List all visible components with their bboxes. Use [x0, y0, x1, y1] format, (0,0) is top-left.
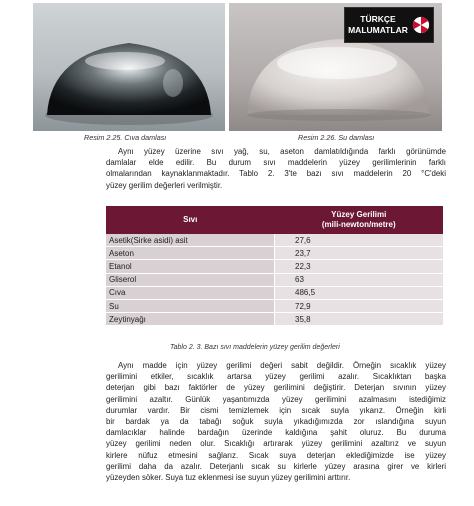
photo-strip [33, 3, 442, 131]
cell-liquid: Cıva [106, 286, 275, 299]
header-surface-tension-unit: (mili-newton/metre) [321, 220, 396, 229]
caption-water: Resim 2.26. Su damlası [298, 133, 375, 142]
table-row [106, 286, 443, 299]
table-row [106, 313, 443, 326]
cell-liquid: Aseton [106, 247, 275, 260]
intro-paragraph [106, 146, 446, 191]
body-paragraph [106, 360, 446, 483]
intro-line: Aynı yüzey üzerine sıvı yağ, su, aseton damlatıldığında farklı görünümde [118, 147, 446, 156]
cell-value: 486,5 [275, 286, 444, 299]
cell-liquid: Etanol [106, 260, 275, 273]
intro-line: damlalar elde edilir. Bu durum sıvı maddelerin yüzey gerilimlerinin farklı [106, 158, 446, 168]
cell-value: 72,9 [275, 299, 444, 312]
cell-value: 23,7 [275, 247, 444, 260]
photo-divider [226, 3, 228, 131]
table-caption: Tablo 2. 3. Bazı sıvı maddelerin yüzey gerilim değerleri [170, 344, 340, 351]
cell-liquid: Gliserol [106, 273, 275, 286]
body-line: gerilimini etkiler, sıcaklık artarsa yüzey gerilimi azalır. Sıcaklıktan başka [106, 372, 446, 382]
cell-value: 35,8 [275, 313, 444, 326]
umbrella-logo-icon [412, 16, 430, 34]
brand-badge [344, 7, 434, 43]
mercury-drop-photo [33, 3, 225, 131]
body-line: gerilimi daha da azalır. Deterjanlı sıcak su kirlerle yüzey arasına girer ve kirleri [106, 461, 446, 471]
table-row [106, 247, 443, 260]
body-line: yüzey gerilimi neden olur. Sıcaklığı artırarak yüzey gerilimini azaltırız ve suyun [106, 439, 446, 449]
intro-line: olmalarından kaynaklanmaktadır. Tablo 2. 3'te bazı sıvı maddelerin 20 °C'deki [106, 169, 446, 179]
table-row [106, 273, 443, 286]
table-row [106, 234, 443, 247]
body-line: gerilimini azaltır. Günlük yaşantımızda yüzey gerilimini azalmasını istediğimiz [106, 394, 446, 404]
brand-line-1: TÜRKÇE [360, 14, 396, 24]
body-line: durumlar vardır. Bir cismi temizlemek için sıcak suyla yıkarız. Örneğin kirli [106, 405, 446, 415]
surface-tension-table [106, 206, 443, 326]
cell-value: 22,3 [275, 260, 444, 273]
header-surface-tension-title: Yüzey Gerilimi [331, 210, 387, 219]
cell-value: 27,6 [275, 234, 444, 247]
cell-liquid: Su [106, 299, 275, 312]
table-header-row [106, 206, 443, 234]
body-line: damlacıklar halinde bardağın üzerinde kaldığına şahit oluruz. Bu duruma [106, 428, 446, 438]
header-surface-tension [275, 206, 444, 234]
intro-line: yüzey gerilim değerleri verilmiştir. [106, 180, 223, 190]
brand-text [345, 14, 411, 36]
cell-liquid: Asetik(Sirke asidi) asit [106, 234, 275, 247]
water-drop-photo [229, 3, 442, 131]
mercury-drop-image [33, 3, 225, 131]
header-liquid: Sıvı [106, 206, 275, 234]
table-row [106, 299, 443, 312]
caption-mercury: Resim 2.25. Cıva damlası [84, 133, 167, 142]
body-line: bir bardak ya da tabağı soğuk suyla yıkadığımızda zor ıslandığına suyun [106, 417, 446, 427]
cell-liquid: Zeytinyağı [106, 313, 275, 326]
brand-line-2: MALUMATLAR [348, 25, 408, 35]
cell-value: 63 [275, 273, 444, 286]
body-line: yüzeyden söker. Suya tuz eklenmesi ise suyun yüzey gerilimini arttırır. [106, 473, 351, 483]
body-line: Aynı madde için yüzey gerilimi değeri sabit değildir. Örneğin sıcaklık yüzey [118, 361, 446, 370]
body-line: deterjan gibi bazı faktörler de yüzey gerilimini değiştirir. Deterjan sıvının yüzey [106, 383, 446, 393]
body-line: kirlere nüfuz etmesini sağlarız. Sıcak suya deterjan eklediğimizde ise yüzey [106, 450, 446, 460]
table-row [106, 260, 443, 273]
